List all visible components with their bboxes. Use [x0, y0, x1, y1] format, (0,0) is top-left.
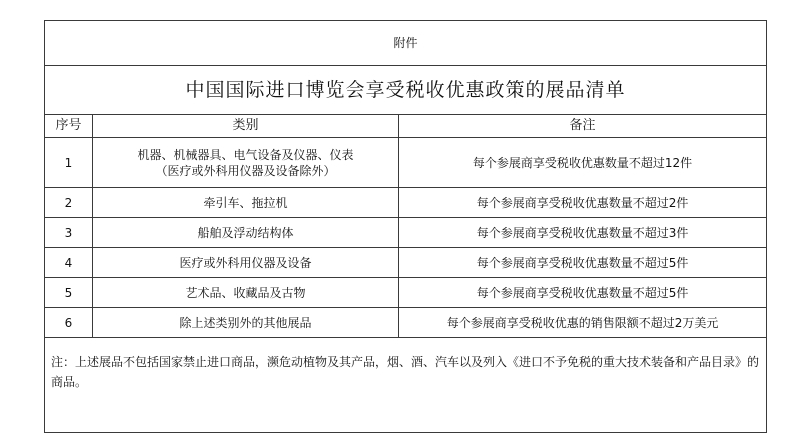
row-remark: 每个参展商享受税收优惠数量不超过5件: [399, 278, 767, 308]
row-category: [93, 138, 399, 188]
row-index: 6: [45, 308, 93, 338]
table-row: [45, 278, 767, 308]
title-row: [45, 66, 767, 115]
exhibit-list-table: [44, 20, 767, 433]
row-category: 艺术品、收藏品及古物: [93, 278, 399, 308]
row-remark: 每个参展商享受税收优惠数量不超过2件: [399, 188, 767, 218]
table-row: [45, 218, 767, 248]
row-category-line2: （医疗或外科用仪器及设备除外）: [155, 163, 336, 178]
attachment-row: [45, 21, 767, 66]
table-title: 中国国际进口博览会享受税收优惠政策的展品清单: [45, 66, 767, 115]
header-remark: 备注: [399, 115, 767, 138]
header-index: 序号: [45, 115, 93, 138]
row-remark: 每个参展商享受税收优惠数量不超过3件: [399, 218, 767, 248]
table-row: [45, 188, 767, 218]
row-category: 船舶及浮动结构体: [93, 218, 399, 248]
row-category: 除上述类别外的其他展品: [93, 308, 399, 338]
row-category-line1: 机器、机械器具、电气设备及仪器、仪表: [137, 147, 354, 162]
row-remark: 每个参展商享受税收优惠数量不超过5件: [399, 248, 767, 278]
table-note: 注：上述展品不包括国家禁止进口商品，濒危动植物及其产品，烟、酒、汽车以及列入《进口不予免税的重大技术装备和产品目录》的商品。: [45, 338, 767, 433]
row-index: 2: [45, 188, 93, 218]
row-index: 5: [45, 278, 93, 308]
note-row: [45, 338, 767, 433]
row-index: 1: [45, 138, 93, 188]
table-row: [45, 248, 767, 278]
attachment-label: 附件: [45, 21, 767, 66]
header-category: 类别: [93, 115, 399, 138]
header-row: [45, 115, 767, 138]
table-row: [45, 308, 767, 338]
row-remark: 每个参展商享受税收优惠数量不超过12件: [399, 138, 767, 188]
row-index: 3: [45, 218, 93, 248]
row-category: 医疗或外科用仪器及设备: [93, 248, 399, 278]
row-remark: 每个参展商享受税收优惠的销售限额不超过2万美元: [399, 308, 767, 338]
row-category: 牵引车、拖拉机: [93, 188, 399, 218]
table-row: [45, 138, 767, 188]
row-index: 4: [45, 248, 93, 278]
